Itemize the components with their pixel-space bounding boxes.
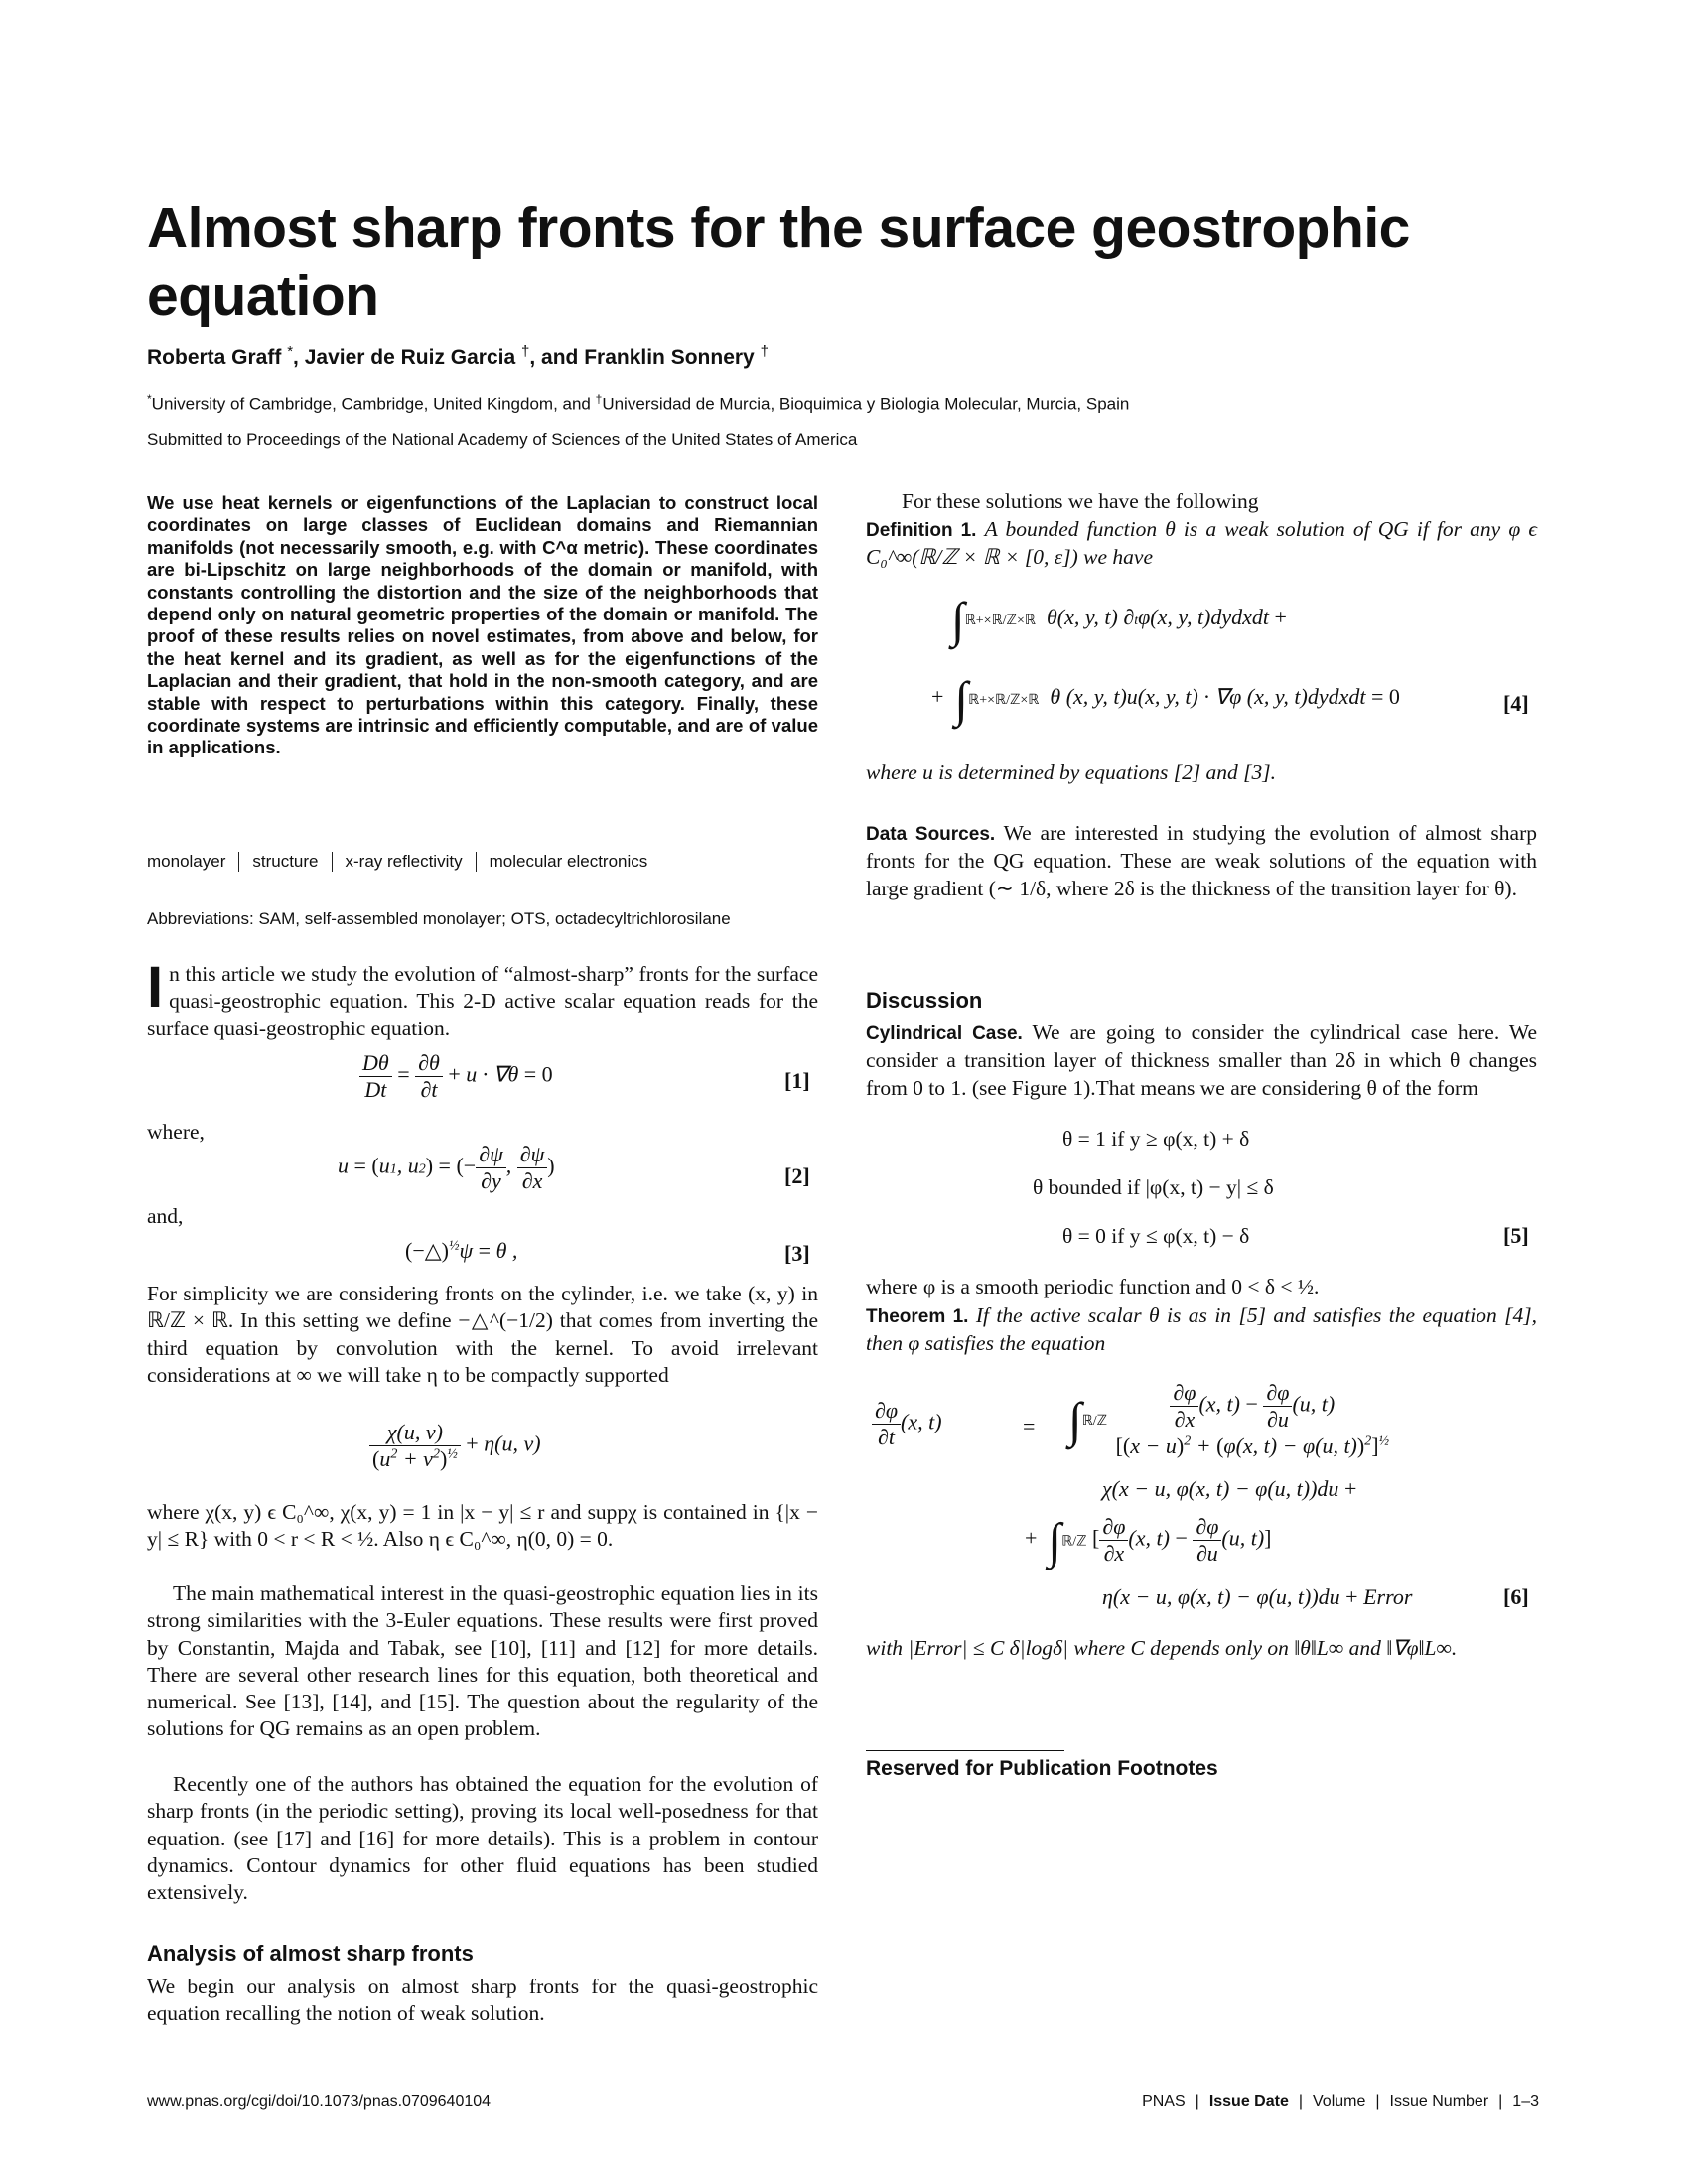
footer-doi-link[interactable]: www.pnas.org/cgi/doi/10.1073/pnas.0709640104 — [147, 2093, 492, 2110]
equation-2: u = (u1, u2) = (− $\frac{\partial\psi}{\partial y}$ , $\frac{\partial\psi}{\partial x}$ ) — [338, 1142, 555, 1193]
affil-1: University of Cambridge, Cambridge, United Kingdom, and — [151, 394, 591, 414]
footer-issue-number: Issue Number — [1389, 2093, 1489, 2110]
eq-number-6: [6] — [1503, 1584, 1529, 1609]
equation-6-line-4: η(x − u, φ(x, t) − φ(u, t))du + Error — [1102, 1584, 1413, 1609]
case-3: θ = 0 if y ≤ φ(x, t) − δ — [1062, 1224, 1250, 1248]
equation-6-line-3: + ∫ℝ/ℤ [ $\frac{\partial\varphi}{\partial x}$ (x, t) − $\frac{\partial\varphi}{\partial u}$ (u, t)] — [1025, 1512, 1272, 1569]
analysis-paragraph: We begin our analysis on almost sharp fronts for the quasi-geostrophic equation recalling the notion of weak solution. — [147, 1975, 818, 2026]
cylindrical-label: Cylindrical Case. — [866, 1024, 1023, 1044]
definition-1 — [866, 516, 1537, 572]
drop-cap: I — [147, 955, 164, 1020]
affil-mark-2: † — [595, 392, 603, 406]
keyword-list — [147, 852, 660, 872]
reserved-footnotes: Reserved for Publication Footnotes — [866, 1757, 1218, 1780]
author-list: Roberta Graff *, Javier de Ruiz Garcia †, and Franklin Sonnery † — [147, 343, 769, 369]
theorem-1 — [866, 1302, 1537, 1358]
after-definition: where u is determined by equations [2] and [3]. — [866, 760, 1277, 784]
keyword: structure — [238, 852, 331, 872]
intro-paragraph-2: For simplicity we are considering fronts on the cylinder, i.e. we take (x, y) in ℝ/ℤ × ℝ. In this setting we define −△^(−1/2) that comes from inverting the third equation by convolution with the kernel. To avoid irrelevant considerations at ∞ we will take η to be compactly supported — [147, 1282, 818, 1387]
eq-number-3: [3] — [784, 1241, 810, 1266]
affiliations — [147, 392, 1129, 415]
where-label: where, — [147, 1120, 205, 1144]
author-2-mark: † — [521, 343, 530, 360]
data-sources-paragraph — [866, 820, 1537, 902]
equation-3: (−△)$^{\frac{1}{2}}$ψ = θ , — [405, 1238, 518, 1263]
eq-number-4: [4] — [1503, 691, 1529, 716]
abbreviations: Abbreviations: SAM, self-assembled monolayer; OTS, octadecyltrichlorosilane — [147, 909, 731, 928]
intro-paragraph-5: Recently one of the authors has obtained the equation for the evolution of sharp fronts (in the periodic setting), proving its local well-posedness for that equation. (see [17] and [16] for more details). This is a problem in contour dynamics. Contour dynamics for other fluid equations has been studied extensively. — [147, 1772, 818, 1905]
kernel-formula: $\frac{\chi(u, v)}{(u^2 + v^2)^{\frac{1}{2}}}$ + η(u, v) — [369, 1420, 541, 1472]
abstract: We use heat kernels or eigenfunctions of the Laplacian to construct local coordinates on large classes of Euclidean domains and Riemannian manifolds (not necessarily smooth, e.g. with C^α metric). These coordinates are bi-Lipschitz on large neighborhoods of the domain or manifold, with constants controlling the distortion and the size of the neighborhoods that depend only on natural geometric properties of the domain or manifold. The proof of these results relies on novel estimates, from above and below, for the heat kernel and its gradient, as well as for the eigenfunctions of the Laplacian and their gradient, that hold in the non-smooth category, and are stable with respect to perturbations within this category. Finally, these coordinate systems are intrinsic and efficiently computable, and are of value in applications. — [147, 492, 818, 758]
footer-pages: 1–3 — [1512, 2093, 1539, 2110]
data-sources-label: Data Sources. — [866, 824, 996, 845]
intro-paragraph — [147, 955, 818, 1042]
equation-1: $\frac{D\theta}{Dt}$ = $\frac{\partial\theta}{\partial t}$ + u · ∇θ = 0 — [359, 1050, 553, 1103]
after-cases: where φ is a smooth periodic function and 0 < δ < ½. — [866, 1275, 1320, 1298]
error-bound: with |Error| ≤ C δ|logδ| where C depends only on ‖θ‖L∞ and ‖∇φ‖L∞. — [866, 1636, 1458, 1660]
definition-text: A bounded function θ is a weak solution of QG if for any φ ϵ C₀^∞(ℝ/ℤ × ℝ × [0, ε]) we have — [866, 517, 1537, 570]
eq-number-1: [1] — [784, 1068, 810, 1093]
definition-label: Definition 1. — [866, 520, 977, 541]
footer-volume: Volume — [1313, 2093, 1366, 2110]
affil-2: Universidad de Murcia, Bioquimica y Biologia Molecular, Murcia, Spain — [602, 394, 1130, 414]
keyword: x-ray reflectivity — [332, 852, 476, 872]
intro-paragraph-4: The main mathematical interest in the quasi-geostrophic equation lies in its strong similarities with the 3-Euler equations. These results were first proved by Constantin, Majda and Tabak, see [10], [11] and [12] for more details. There are several other research lines for this equation, both theoretical and numerical. See [13], [14], and [15]. The question about the regularity of the solutions for QG remains as an open problem. — [147, 1581, 818, 1741]
footer-journal-info: PNAS | Issue Date | Volume | Issue Number | 1–3 — [1132, 2093, 1549, 2111]
author-2: Javier de Ruiz Garcia — [304, 346, 516, 369]
section-heading-discussion: Discussion — [866, 988, 983, 1013]
case-1: θ = 1 if y ≥ φ(x, t) + δ — [1062, 1127, 1250, 1151]
submission-note: Submitted to Proceedings of the National Academy of Sciences of the United States of America — [147, 430, 858, 449]
theorem-text: If the active scalar θ is as in [5] and satisfies the equation [4], then φ satisfies the equation — [866, 1303, 1537, 1356]
equation-6-equals: = — [1023, 1414, 1036, 1438]
affil-mark-1: * — [147, 392, 152, 406]
eq-number-5: [5] — [1503, 1223, 1529, 1248]
section-heading-analysis: Analysis of almost sharp fronts — [147, 1941, 474, 1966]
equation-4-line-1: ∫ℝ+×ℝ/ℤ×ℝ θ(x, y, t) ∂tφ(x, y, t)dydxdt + — [951, 592, 1287, 647]
equation-6-lhs: $\frac{\partial\varphi}{\partial t}$ (x, t) — [872, 1398, 942, 1450]
footer-issue-date: Issue Date — [1208, 2093, 1289, 2110]
keyword: monolayer — [147, 852, 226, 871]
solutions-intro: For these solutions we have the following — [902, 489, 1259, 513]
author-1: Roberta Graff — [147, 346, 282, 369]
cylindrical-text: We are going to consider the cylindrical case here. We consider a transition layer of thickness smaller than 2δ in which θ changes from 0 to 1. (see Figure 1).That means we are considering θ of the form — [866, 1021, 1537, 1100]
author-3-mark: † — [760, 343, 769, 360]
intro-text: n this article we study the evolution of “almost-sharp” fronts for the surface quasi-geostrophic equation. This 2-D active scalar equation reads for the surface quasi-geostrophic equation. — [147, 962, 818, 1040]
footer-journal: PNAS — [1142, 2093, 1186, 2110]
equation-6-line-1: ∫ℝ/ℤ $\frac{\partial\varphi}{\partial x}$ (x, t) − $\frac{\partial\varphi}{\partial u}$ (u, t) [$(x - u)^2 + (\varphi(x$, t) − φ(u, t))$^2$]$^{\frac{1}{2}}$ — [1068, 1380, 1392, 1459]
cylindrical-case-paragraph — [866, 1020, 1537, 1102]
equation-4-line-2: + ∫ℝ+×ℝ/ℤ×ℝ θ (x, y, t)u(x, y, t) · ∇φ (x, y, t)dydxdt = 0 — [931, 671, 1400, 727]
eq-number-2: [2] — [784, 1163, 810, 1188]
author-3: and Franklin Sonnery — [541, 346, 755, 369]
case-2: θ bounded if |φ(x, t) − y| ≤ δ — [1033, 1175, 1274, 1199]
and-label: and, — [147, 1204, 184, 1228]
intro-paragraph-3: where χ(x, y) ϵ C₀^∞, χ(x, y) = 1 in |x − y| ≤ r and suppχ is contained in {|x − y| ≤ R} with 0 < r < R < ½. Also η ϵ C₀^∞, η(0, 0) = 0. — [147, 1500, 818, 1552]
data-sources-text: We are interested in studying the evolution of almost sharp fronts for the QG equation. These are weak solutions of the equation with large gradient (∼ 1/δ, where 2δ is the thickness of the transition layer for θ). — [866, 821, 1537, 900]
paper-title: Almost sharp fronts for the surface geostrophic equation — [147, 197, 1410, 328]
footnote-divider — [866, 1750, 1064, 1751]
theorem-label: Theorem 1. — [866, 1306, 969, 1327]
equation-6-line-2: χ(x − u, φ(x, t) − φ(u, t))du + — [1102, 1476, 1357, 1501]
author-1-mark: * — [287, 343, 294, 360]
keyword: molecular electronics — [476, 852, 661, 872]
